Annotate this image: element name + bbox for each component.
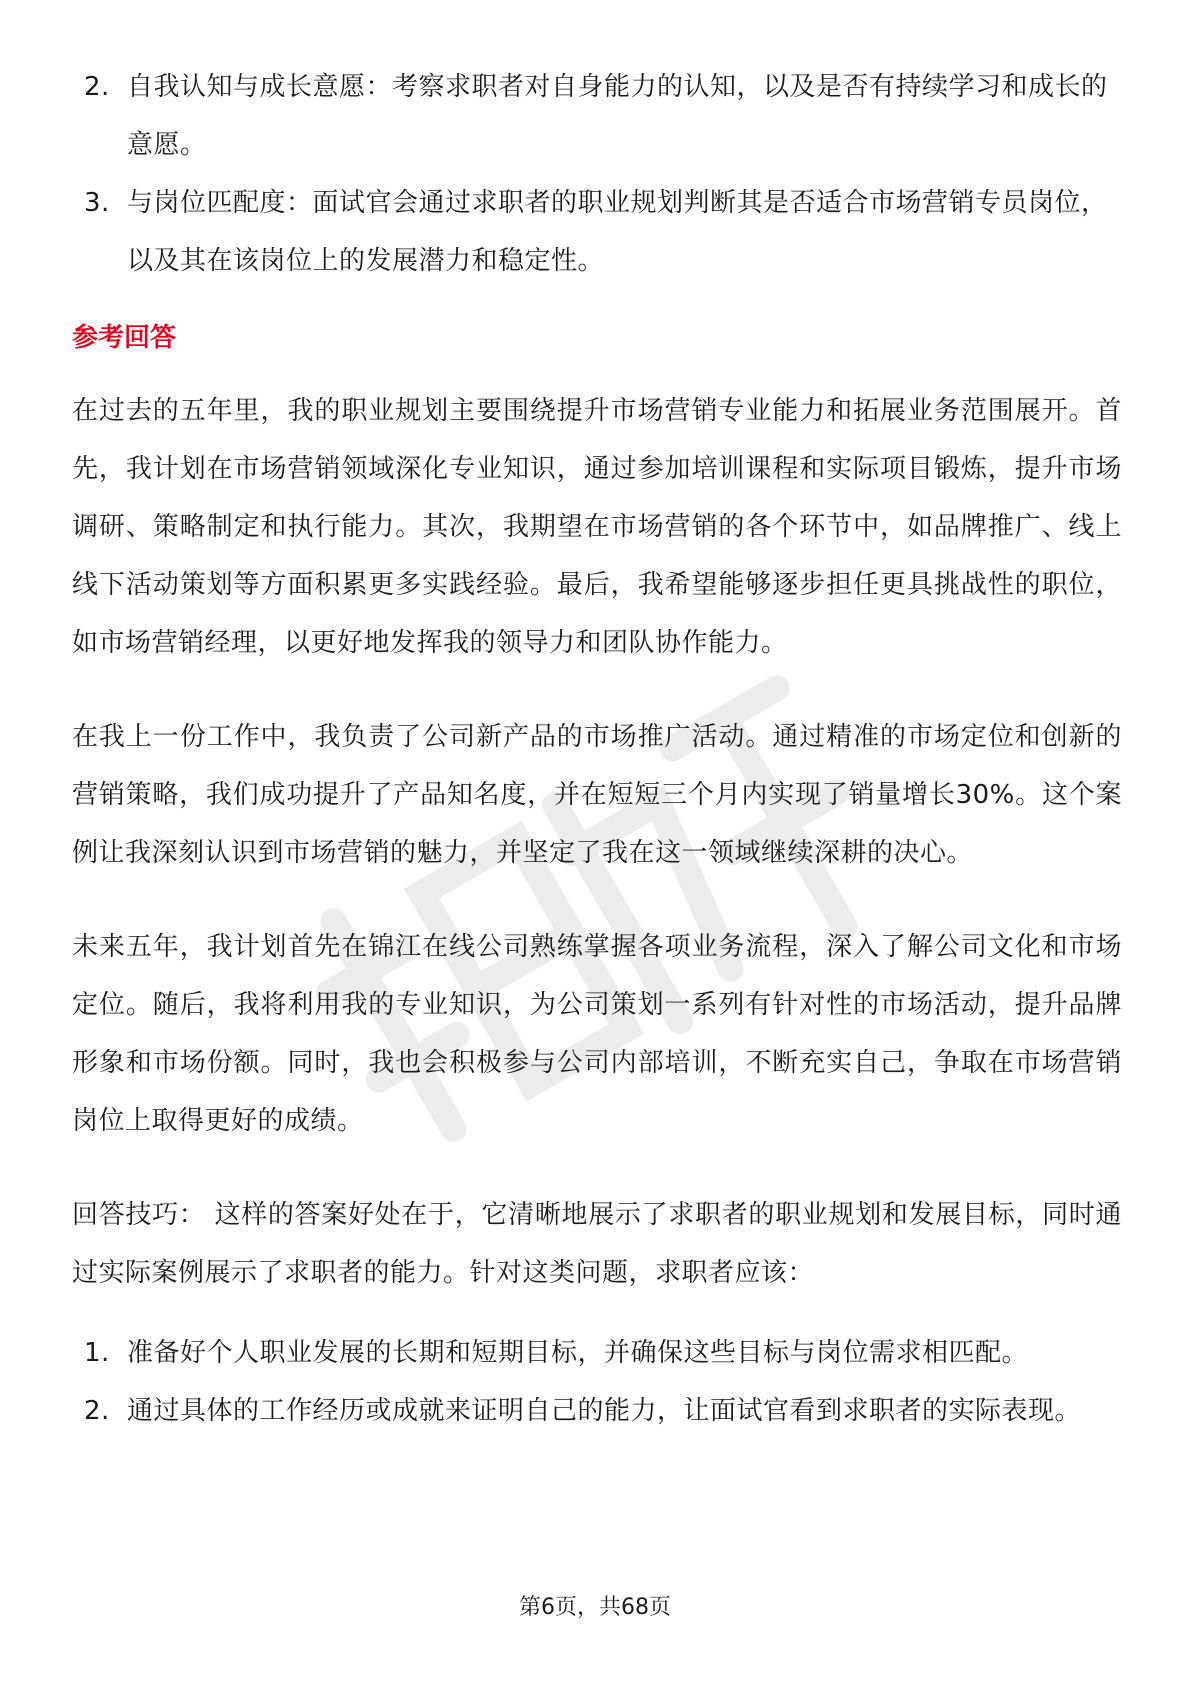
answer-paragraph: 在我上一份工作中，我负责了公司新产品的市场推广活动。通过精准的市场定位和创新的营销策略，我们成功提升了产品知名度，并在短短三个月内实现了销量增长30%。这个案例让我深刻认识到市场营销的魅力，并坚定了我在这一领域继续深耕的决心。 bbox=[72, 722, 1122, 868]
list-number: 2. bbox=[84, 1396, 110, 1426]
list-number: 2. bbox=[84, 72, 110, 102]
tips-paragraph: 回答技巧： 这样的答案好处在于，它清晰地展示了求职者的职业规划和发展目标，同时通过实际案例展示了求职者的能力。针对这类问题，求职者应该： bbox=[72, 1200, 1122, 1288]
bottom-numbered-list bbox=[72, 1324, 1122, 1440]
list-text: 与岗位匹配度：面试官会通过求职者的职业规划判断其是否适合市场营销专员岗位，以及其在该岗位上的发展潜力和稳定性。 bbox=[127, 188, 1108, 276]
page-content bbox=[72, 58, 1122, 1440]
page-footer: 第6页，共68页 bbox=[519, 1595, 671, 1620]
list-text: 自我认知与成长意愿：考察求职者对自身能力的认知，以及是否有持续学习和成长的意愿。 bbox=[127, 72, 1108, 160]
answer-paragraph: 未来五年，我计划首先在锦江在线公司熟练掌握各项业务流程，深入了解公司文化和市场定位。随后，我将利用我的专业知识，为公司策划一系列有针对性的市场活动，提升品牌形象和市场份额。同时，我也会积极参与公司内部培训，不断充实自己，争取在市场营销岗位上取得更好的成绩。 bbox=[72, 932, 1122, 1136]
answer-paragraph: 在过去的五年里，我的职业规划主要围绕提升市场营销专业能力和拓展业务范围展开。首先，我计划在市场营销领域深化专业知识，通过参加培训课程和实际项目锻炼，提升市场调研、策略制定和执行能力。其次，我期望在市场营销的各个环节中，如品牌推广、线上线下活动策划等方面积累更多实践经验。最后，我希望能够逐步担任更具挑战性的职位，如市场营销经理，以更好地发挥我的领导力和团队协作能力。 bbox=[72, 396, 1122, 658]
list-item bbox=[72, 58, 1122, 174]
list-item bbox=[72, 1382, 1122, 1440]
list-number: 3. bbox=[84, 188, 110, 218]
list-item bbox=[72, 1324, 1122, 1382]
top-numbered-list bbox=[72, 58, 1122, 290]
list-text: 准备好个人职业发展的长期和短期目标，并确保这些目标与岗位需求相匹配。 bbox=[127, 1338, 1029, 1368]
list-number: 1. bbox=[84, 1338, 110, 1368]
list-text: 通过具体的工作经历或成就来证明自己的能力，让面试官看到求职者的实际表现。 bbox=[127, 1396, 1082, 1426]
list-item bbox=[72, 174, 1122, 290]
section-heading: 参考回答 bbox=[72, 323, 177, 353]
